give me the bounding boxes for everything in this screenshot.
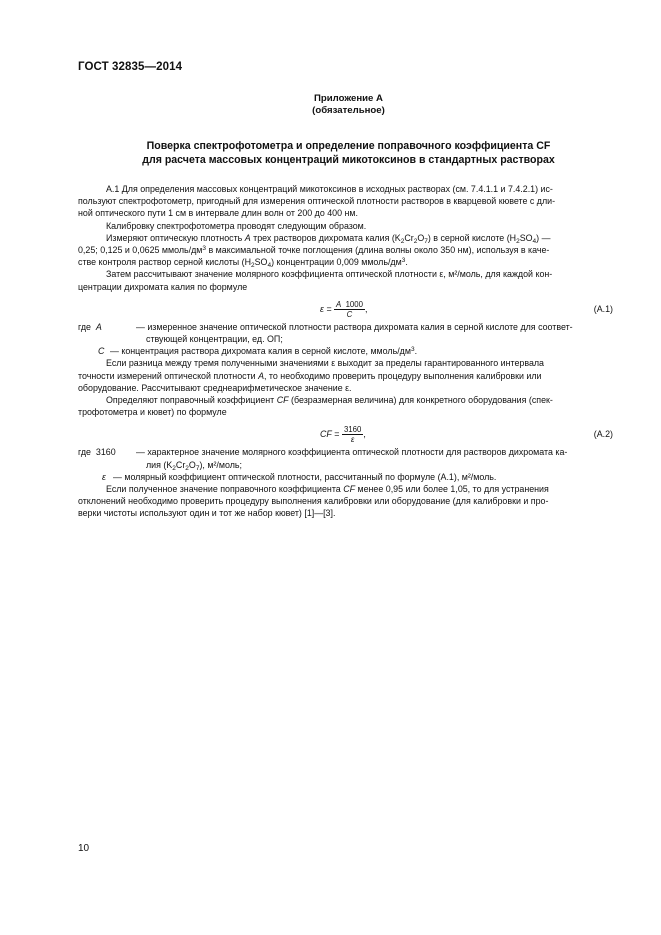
appendix-heading [78, 93, 619, 117]
paragraph-range-cont: точности измерений оптической плотности А, то необходимо проверить процедуру выполнения калибровки или оборудование. Рассчитывают среднеарифметическое значение ε. [78, 370, 542, 393]
paragraph-molar-coeff: Затем рассчитывают значение молярного коэффициента оптической плотности ε, м²/моль, для каждой кон- [106, 269, 553, 280]
appendix-title: Приложение А [314, 93, 383, 104]
paragraph-molar-coeff-cont: центрации дихромата калия по формуле [78, 281, 248, 292]
where-epsilon: ε — молярный коэффициент оптической плотности, рассчитанный по формуле (А.1), м²/моль. [102, 471, 497, 482]
formula-a2-fraction: $\frac{3160}{\varepsilon}$ [343, 425, 362, 445]
appendix-status: (обязательное) [312, 105, 385, 116]
page-number: 10 [78, 843, 90, 854]
formula-a2-number: (А.2) [593, 429, 613, 440]
formula-a1-lhs: ε = [320, 303, 332, 314]
paragraph-conclusion-cont: отклонений необходимо проверить процедуру выполнения калибровки или оборудование (для калибровки и про- верки чистоты используют один и тот же набор кювет) [1]—[3]. [78, 496, 549, 519]
paragraph-conclusion: Если полученное значение поправочного коэффициента CF менее 0,95 или более 1,05, то для устранения [106, 484, 549, 495]
where-3160: где 3160 — характерное значение молярного коэффициента оптической плотности для растворов дихромата ка- лия $(K_2Cr_2O_7)$, м²/моль; [78, 447, 568, 472]
section-title-line2: для расчета массовых концентраций микотоксинов в стандартных растворах [142, 154, 555, 166]
paragraph-measure-cont: 0,25; 0,125 и 0,0625 ммоль/$дм^3$ в максимальной точке поглощения (длина волны около 350 нм), используя в каче- стве контроля раствор серной кислоты $(H_2SO_4)$ концентрации 0,009 ммоль/$дм^3$. [78, 245, 550, 270]
paragraph-a1-cont: пользуют спектрофотометр, пригодный для измерения оптической плотности растворов в кварцевой кювете с дли- ной оптического пути 1 см в интервале длин волн от 200 до 400 нм. [78, 196, 556, 219]
standard-header: ГОСТ 32835—2014 [78, 61, 183, 73]
where-c: C — концентрация раствора дихромата калия в серной кислоте, ммоль/$дм^3$. [98, 346, 418, 357]
section-title [78, 139, 619, 167]
formula-a1: ε = $\frac{А 1000}{C}$ , (А.1) [320, 299, 613, 319]
section-title-line1: Поверка спектрофотометра и определение поправочного коэффициента CF [146, 140, 551, 152]
paragraph-cf-cont: трофотометра и кювет) по формуле [78, 407, 227, 418]
formula-a1-number: (А.1) [593, 303, 613, 314]
paragraph-calibration: Калибровку спектрофотометра проводят следующим образом. [106, 220, 367, 231]
paragraph-range: Если разница между тремя полученными значениями ε выходит за пределы гарантированного интервала [106, 358, 544, 369]
document-body [78, 183, 615, 520]
paragraph-cf: Определяют поправочный коэффициент CF (безразмерная величина) для конкретного оборудования (спек- [106, 395, 553, 406]
paragraph-measure: Измеряют оптическую плотность А трех растворов дихромата калия $(K_2Cr_2O_7)$ в серной кислоте $(H_2SO_4)$ — [106, 232, 551, 245]
where-a: где А — измеренное значение оптической плотности раствора дихромата калия в серной кислоте для соответ- ствующей концентрации, ед. ОП; [78, 321, 573, 345]
paragraph-a1: А.1 Для определения массовых концентраций микотоксинов в исходных растворах (см. 7.4.1.1 и 7.4.2.1) ис- [106, 184, 553, 194]
formula-a1-fraction: $\frac{А 1000}{C}$ [336, 299, 363, 319]
formula-a2: CF = $\frac{3160}{\varepsilon}$ , (А.2) [320, 425, 613, 445]
